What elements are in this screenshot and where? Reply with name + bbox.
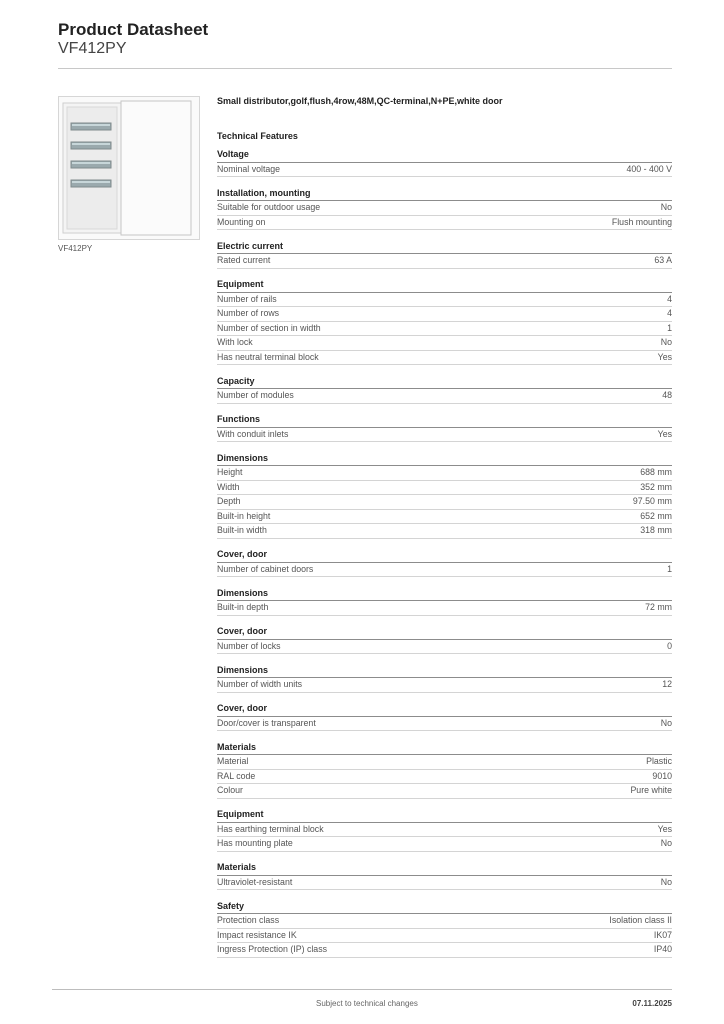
feature-group <box>217 187 672 231</box>
group-spacer <box>217 539 672 549</box>
spec-row <box>217 254 672 269</box>
header-divider <box>58 68 672 69</box>
group-heading: Dimensions <box>217 452 672 467</box>
spec-label: Nominal voltage <box>217 163 281 174</box>
footer-date: 07.11.2025 <box>632 999 672 1008</box>
spec-row <box>217 524 672 539</box>
group-heading: Installation, mounting <box>217 187 672 202</box>
spec-label: Number of locks <box>217 640 281 651</box>
spec-value: Plastic <box>646 756 672 766</box>
spec-value: Yes <box>657 823 672 834</box>
feature-groups <box>217 148 672 958</box>
spec-value: 63 A <box>654 255 672 265</box>
spec-label: Height <box>217 467 243 477</box>
spec-label: Number of width units <box>217 679 303 689</box>
spec-value: 1 <box>667 322 672 333</box>
feature-group <box>217 452 672 539</box>
feature-group <box>217 413 672 442</box>
spec-value: 652 mm <box>640 510 672 521</box>
spec-value: Isolation class II <box>609 915 672 925</box>
spec-value: No <box>660 717 672 728</box>
group-spacer <box>217 365 672 375</box>
spec-row <box>217 466 672 481</box>
spec-row <box>217 678 672 693</box>
feature-group <box>217 375 672 404</box>
product-code: VF412PY <box>58 40 127 57</box>
product-description: Small distributor,golf,flush,4row,48M,QC-terminal,N+PE,white door <box>217 96 503 106</box>
spec-label: Rated current <box>217 255 271 265</box>
spec-value: 1 <box>667 563 672 574</box>
spec-label: Depth <box>217 496 241 506</box>
spec-value: No <box>660 337 672 347</box>
spec-label: Has neutral terminal block <box>217 351 319 362</box>
spec-value: Yes <box>657 351 672 362</box>
spec-value: 12 <box>662 679 672 689</box>
spec-value: No <box>660 876 672 887</box>
spec-value: 48 <box>662 390 672 400</box>
spec-label: Impact resistance IK <box>217 929 297 940</box>
group-heading: Equipment <box>217 278 672 293</box>
group-spacer <box>217 442 672 452</box>
feature-group <box>217 587 672 616</box>
group-spacer <box>217 269 672 279</box>
spec-label: Width <box>217 481 240 492</box>
group-heading: Dimensions <box>217 664 672 679</box>
spec-row <box>217 351 672 366</box>
spec-row <box>217 640 672 655</box>
distribution-board-illustration <box>59 97 199 239</box>
spec-label: Has earthing terminal block <box>217 823 324 834</box>
group-spacer <box>217 890 672 900</box>
group-spacer <box>217 404 672 414</box>
group-heading: Functions <box>217 413 672 428</box>
spec-value: 4 <box>667 308 672 318</box>
group-spacer <box>217 577 672 587</box>
group-heading: Voltage <box>217 148 672 163</box>
spec-label: Material <box>217 756 249 766</box>
spec-row <box>217 601 672 616</box>
spec-row <box>217 784 672 799</box>
spec-value: No <box>660 202 672 212</box>
spec-label: Protection class <box>217 915 280 925</box>
group-spacer <box>217 230 672 240</box>
spec-label: Number of section in width <box>217 322 321 333</box>
group-heading: Cover, door <box>217 625 672 640</box>
spec-row <box>217 837 672 852</box>
group-spacer <box>217 693 672 703</box>
spec-label: Built-in height <box>217 510 271 521</box>
group-spacer <box>217 852 672 862</box>
spec-label: Door/cover is transparent <box>217 717 316 728</box>
spec-label: Built-in width <box>217 525 267 535</box>
spec-value: 9010 <box>652 770 672 781</box>
spec-row <box>217 755 672 770</box>
spec-value: Flush mounting <box>611 216 672 227</box>
spec-row <box>217 336 672 351</box>
feature-group <box>217 861 672 890</box>
group-heading: Safety <box>217 900 672 915</box>
spec-value: 318 mm <box>640 525 672 535</box>
spec-label: Mounting on <box>217 216 266 227</box>
spec-row <box>217 201 672 216</box>
feature-group <box>217 240 672 269</box>
spec-value: 400 - 400 V <box>626 163 672 174</box>
group-heading: Materials <box>217 741 672 756</box>
spec-row <box>217 770 672 785</box>
feature-group <box>217 548 672 577</box>
spec-value: IP40 <box>653 944 672 954</box>
spec-value: 0 <box>667 640 672 651</box>
product-image <box>58 96 200 240</box>
spec-label: Ultraviolet-resistant <box>217 876 293 887</box>
group-heading: Capacity <box>217 375 672 390</box>
spec-row <box>217 563 672 578</box>
spec-row <box>217 943 672 958</box>
datasheet-content <box>217 96 672 958</box>
group-spacer <box>217 654 672 664</box>
group-spacer <box>217 177 672 187</box>
group-heading: Dimensions <box>217 587 672 602</box>
spec-label: Built-in depth <box>217 602 269 612</box>
spec-row <box>217 914 672 929</box>
footer-divider <box>52 989 672 990</box>
spec-label: Suitable for outdoor usage <box>217 202 321 212</box>
spec-label: RAL code <box>217 770 256 781</box>
spec-label: With conduit inlets <box>217 428 289 439</box>
group-heading: Cover, door <box>217 548 672 563</box>
spec-row <box>217 322 672 337</box>
feature-group <box>217 148 672 177</box>
spec-row <box>217 929 672 944</box>
spec-value: 688 mm <box>640 467 672 477</box>
spec-value: Pure white <box>630 785 672 795</box>
spec-label: Number of modules <box>217 390 294 400</box>
feature-group <box>217 741 672 799</box>
spec-row <box>217 216 672 231</box>
spec-label: Number of rows <box>217 308 280 318</box>
spec-label: Number of cabinet doors <box>217 563 314 574</box>
spec-value: Yes <box>657 428 672 439</box>
feature-group <box>217 664 672 693</box>
feature-group <box>217 702 672 731</box>
page-title: Product Datasheet <box>58 20 209 39</box>
spec-row <box>217 307 672 322</box>
spec-row <box>217 876 672 891</box>
spec-label: Has mounting plate <box>217 838 293 848</box>
feature-group <box>217 625 672 654</box>
footer-note: Subject to technical changes <box>316 999 418 1008</box>
feature-group <box>217 808 672 852</box>
spec-value: 72 mm <box>645 602 672 612</box>
spec-row <box>217 428 672 443</box>
spec-row <box>217 293 672 308</box>
spec-label: Number of rails <box>217 293 277 304</box>
spec-row <box>217 163 672 178</box>
spec-row <box>217 495 672 510</box>
spec-value: No <box>660 838 672 848</box>
group-heading: Electric current <box>217 240 672 255</box>
spec-label: With lock <box>217 337 253 347</box>
spec-value: 4 <box>667 293 672 304</box>
technical-features-heading: Technical Features <box>217 131 298 141</box>
spec-value: 97.50 mm <box>632 496 672 506</box>
spec-row <box>217 389 672 404</box>
spec-label: Colour <box>217 785 243 795</box>
group-spacer <box>217 616 672 626</box>
feature-group <box>217 900 672 958</box>
group-spacer <box>217 731 672 741</box>
spec-value: 352 mm <box>640 481 672 492</box>
group-heading: Equipment <box>217 808 672 823</box>
spec-value: IK07 <box>653 929 672 940</box>
group-heading: Cover, door <box>217 702 672 717</box>
spec-row <box>217 510 672 525</box>
feature-group <box>217 278 672 365</box>
group-heading: Materials <box>217 861 672 876</box>
image-caption: VF412PY <box>58 244 93 253</box>
spec-row <box>217 823 672 838</box>
spec-row <box>217 481 672 496</box>
spec-row <box>217 717 672 732</box>
spec-label: Ingress Protection (IP) class <box>217 944 327 954</box>
group-spacer <box>217 799 672 809</box>
